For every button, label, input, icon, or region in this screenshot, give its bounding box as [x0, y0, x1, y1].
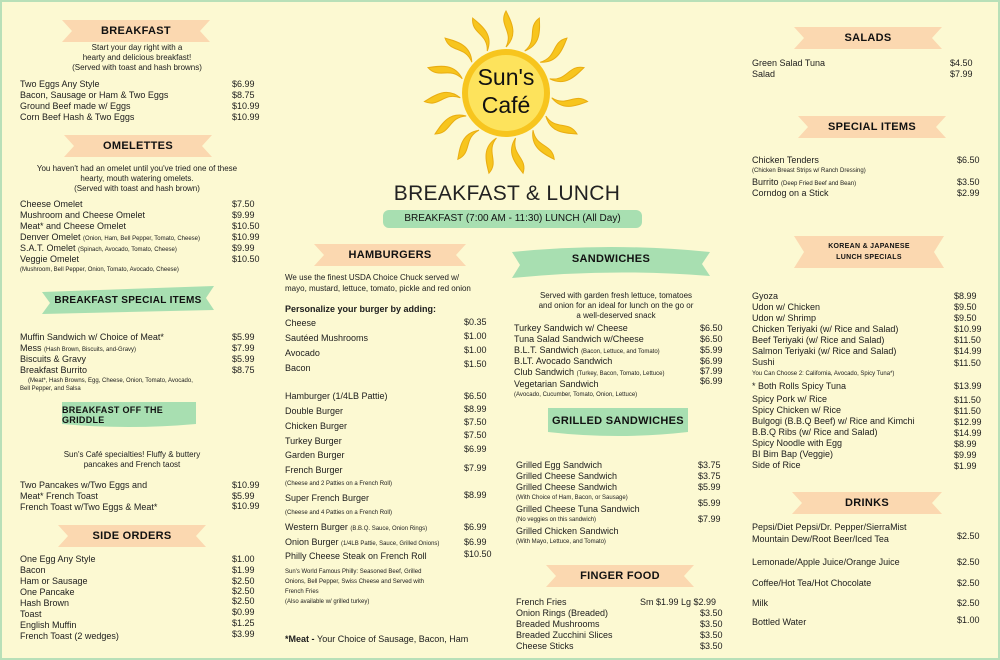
- menu-item: Corndog on a Stick: [752, 188, 829, 198]
- specialitems-title: SPECIAL ITEMS: [827, 121, 917, 133]
- menu-item: Super French Burger: [285, 493, 370, 503]
- menu-item: Green Salad Tuna: [752, 58, 826, 68]
- sandwiches-desc-line: a well-deserved snack: [576, 311, 656, 320]
- menu-price: $3.75: [698, 460, 721, 470]
- personalize-heading: Personalize your burger by adding:: [285, 304, 437, 314]
- menu-price: $1.00: [464, 345, 487, 355]
- menu-price: $12.99: [954, 417, 982, 427]
- menu-item: Onion Rings (Breaded): [516, 608, 609, 618]
- philly-note-line: (Also available w/ grilled turkey): [285, 599, 370, 605]
- sandwiches-desc-line: Served with garden fresh lettuce, tomatoes: [539, 291, 693, 300]
- drinks-banner: [792, 492, 942, 514]
- menu-price: $7.99: [464, 463, 487, 473]
- menu-item: Tuna Salad Sandwich w/Cheese: [514, 334, 644, 344]
- menu-price: $9.50: [954, 302, 977, 312]
- korean-title: [828, 241, 910, 263]
- menu-price: $3.50: [700, 608, 723, 618]
- griddle-desc-line: Sun's Café specialties! Fluffy & buttery: [63, 450, 201, 459]
- specialitems-banner: [798, 116, 946, 138]
- menu-item: One Pancake: [20, 587, 75, 597]
- grilled-title: GRILLED SANDWICHES: [552, 415, 684, 427]
- menu-item: Two Eggs Any Style: [20, 79, 100, 89]
- menu-price: $6.99: [464, 444, 487, 454]
- menu-price: $10.50: [232, 254, 260, 264]
- menu-item: Mess (Hash Brown, Biscuits, and-Gravy): [20, 343, 137, 353]
- sides-title: SIDE ORDERS: [92, 530, 172, 542]
- item-note: (Mushroom, Bell Pepper, Onion, Tomato, Avocado, Cheese): [20, 267, 179, 273]
- menu-price: $9.99: [232, 210, 255, 220]
- menu-item: Grilled Chicken Sandwich: [516, 526, 619, 536]
- menu-item: Double Burger: [285, 406, 344, 416]
- menu-price: $3.75: [698, 471, 721, 481]
- menu-price: $2.50: [232, 596, 255, 606]
- griddle-desc-line: pancakes and French taost: [83, 460, 181, 469]
- menu-item: Spicy Noodle with Egg: [752, 438, 843, 448]
- menu-item: Veggie Omelet: [20, 254, 80, 264]
- menu-price: $0.99: [232, 607, 255, 617]
- menu-price: $7.99: [232, 343, 255, 353]
- hamburgers-desc: [285, 272, 471, 294]
- menu-price: $2.50: [232, 586, 255, 596]
- menu-item: English Muffin: [20, 620, 77, 630]
- menu-price: $5.99: [232, 491, 255, 501]
- menu-price: $1.00: [957, 615, 980, 625]
- sandwiches-desc: [516, 291, 716, 321]
- philly-note: [285, 567, 424, 607]
- menu-item: Turkey Sandwich w/ Cheese: [514, 323, 628, 333]
- item-note: (Cheese and 4 Patties on a French Roll): [285, 510, 393, 516]
- menu-item: Milk: [752, 598, 768, 608]
- menu-item: B.B.Q Ribs (w/ Rice and Salad): [752, 427, 878, 437]
- menu-item: Breakfast Burrito: [20, 365, 88, 375]
- menu-price: $11.50: [954, 406, 981, 416]
- menu-price: $10.50: [232, 221, 260, 231]
- menu-item: Beef Teriyaki (w/ Rice and Salad): [752, 335, 885, 345]
- omelettes-desc-line: You haven't had an omelet until you've tried one of these: [36, 164, 238, 173]
- menu-price: $6.50: [700, 323, 723, 333]
- breakfast-title: BREAKFAST: [101, 25, 171, 37]
- sandwiches-title: SANDWICHES: [571, 253, 651, 265]
- menu-price: $3.50: [700, 619, 723, 629]
- menu-item: Bacon, Sausage or Ham & Two Eggs: [20, 90, 169, 100]
- menu-item: Coffee/Hot Tea/Hot Chocolate: [752, 578, 872, 588]
- menu-price: $2.50: [957, 598, 980, 608]
- special-title: BREAKFAST SPECIAL ITEMS: [54, 294, 202, 306]
- menu-price: $10.99: [232, 232, 260, 242]
- menu-item: Burrito (Deep Fried Beef and Bean): [752, 177, 857, 187]
- menu-item: Biscuits & Gravy: [20, 354, 87, 364]
- menu-price: $3.50: [700, 630, 723, 640]
- menu-price: $14.99: [954, 346, 982, 356]
- menu-item: One Egg Any Style: [20, 554, 96, 564]
- menu-price: $6.99: [232, 79, 255, 89]
- menu-price: $8.99: [954, 439, 977, 449]
- menu-item: Bacon: [285, 363, 311, 373]
- omelettes-banner: [64, 135, 212, 157]
- menu-price: $1.00: [232, 554, 255, 564]
- menu-item: French Toast w/Two Eggs & Meat*: [20, 502, 158, 512]
- sandwiches-desc-line: and onion for an ideal for lunch on the go or: [538, 301, 694, 310]
- menu-item: French Burger: [285, 465, 343, 475]
- menu-item: French Toast (2 wedges): [20, 631, 119, 641]
- menu-price: $7.50: [464, 430, 487, 440]
- menu-item: Turkey Burger: [285, 436, 342, 446]
- menu-price: $2.99: [957, 188, 980, 198]
- menu-item: Pepsi/Diet Pepsi/Dr. Pepper/SierraMist: [752, 522, 907, 532]
- menu-price: $6.50: [464, 391, 487, 401]
- menu-item: Lemonade/Apple Juice/Orange Juice: [752, 557, 900, 567]
- menu-item: Chicken Teriyaki (w/ Rice and Salad): [752, 324, 899, 334]
- menu-price: $5.99: [698, 498, 721, 508]
- breakfast-desc-line: (Served with toast and hash browns): [72, 63, 202, 72]
- menu-item: Mushroom and Cheese Omelet: [20, 210, 146, 220]
- philly-note-line: Sun's World Famous Philly: Seasoned Beef, Grilled: [285, 569, 422, 575]
- menu-price: $13.99: [954, 381, 982, 391]
- omelettes-title: OMELETTES: [103, 140, 173, 152]
- menu-price: $7.99: [698, 514, 721, 524]
- menu-price: $5.99: [700, 345, 723, 355]
- menu-price: Sm $1.99 Lg $2.99: [640, 597, 717, 607]
- menu-item: Onion Burger (1/4LB Pattie, Sauce, Grilled Onions): [285, 537, 440, 547]
- drinks-title: DRINKS: [845, 497, 889, 509]
- hours-badge: [383, 210, 642, 228]
- menu-price: $8.99: [464, 490, 487, 500]
- breakfast-desc: [42, 43, 232, 73]
- menu-price: $3.50: [957, 177, 980, 187]
- menu-price: $3.99: [232, 629, 255, 639]
- meat-note-text: Your Choice of Sausage, Bacon, Ham: [317, 634, 469, 644]
- menu-item: BI Bim Bap (Veggie): [752, 449, 834, 459]
- menu-price: $6.99: [464, 537, 487, 547]
- menu-price: $8.75: [232, 90, 255, 100]
- menu-price: $10.50: [464, 549, 492, 559]
- menu-item: Spicy Chicken w/ Rice: [752, 405, 842, 415]
- griddle-desc: [32, 450, 232, 470]
- menu-item: Grilled Cheese Sandwich: [516, 471, 618, 481]
- menu-price: $8.99: [954, 291, 977, 301]
- menu-item: Breaded Zucchini Slices: [516, 630, 613, 640]
- menu-price: $5.99: [232, 354, 255, 364]
- menu-price: $3.50: [700, 641, 723, 651]
- grilled-banner: [548, 408, 688, 438]
- hamburgers-title: HAMBURGERS: [348, 249, 432, 261]
- logo-line: Sun's: [477, 64, 535, 90]
- philly-note-line: French Fries: [285, 589, 319, 595]
- menu-price: $4.50: [950, 58, 973, 68]
- griddle-title: BREAKFAST OFF THE GRIDDLE: [62, 405, 164, 425]
- meat-note: [285, 634, 468, 644]
- menu-price: $7.99: [700, 366, 723, 376]
- omelettes-desc: [22, 164, 252, 194]
- finger-title: FINGER FOOD: [580, 570, 660, 582]
- finger-banner: [546, 565, 694, 587]
- salads-banner: [794, 27, 942, 49]
- logo-text: [422, 63, 590, 119]
- menu-item: B.LT. Avocado Sandwich: [514, 356, 613, 366]
- sides-banner: [58, 525, 206, 547]
- menu-item: Cheese Sticks: [516, 641, 574, 651]
- menu-price: $11.50: [954, 335, 981, 345]
- menu-price: $0.35: [464, 317, 487, 327]
- menu-price: $11.50: [954, 358, 981, 368]
- menu-item: Salad: [752, 69, 776, 79]
- menu-price: $1.99: [232, 565, 255, 575]
- menu-item: Gyoza: [752, 291, 779, 301]
- menu-item: French Fries: [516, 597, 567, 607]
- menu-item: Meat* and Cheese Omelet: [20, 221, 127, 231]
- omelettes-desc-line: hearty, mouth watering omelets.: [80, 174, 194, 183]
- menu-price: $6.99: [700, 356, 723, 366]
- hamburgers-desc-line: mayo, mustard, lettuce, tomato, pickle and red onion: [285, 284, 471, 293]
- item-note: (Cheese and 2 Patties on a French Roll): [285, 481, 393, 487]
- korean-title-line: LUNCH SPECIALS: [836, 254, 902, 261]
- menu-price: $7.50: [232, 199, 255, 209]
- menu-item: * Both Rolls Spicy Tuna: [752, 381, 847, 391]
- item-note: You Can Choose 2: California, Avocado, Spicy Tuna*): [752, 371, 895, 377]
- menu-price: $8.99: [464, 404, 487, 414]
- menu-price: $14.99: [954, 428, 982, 438]
- menu-item: Bottled Water: [752, 617, 807, 627]
- hours-text: BREAKFAST (7:00 AM - 11:30) LUNCH (All Day): [404, 213, 621, 224]
- menu-item: B.L.T. Sandwich (Bacon, Lettuce, and Tomato): [514, 345, 660, 355]
- hamburgers-banner: [314, 244, 466, 266]
- menu-price: $5.99: [698, 482, 721, 492]
- menu-price: $6.99: [700, 376, 723, 386]
- menu-item: Cheese: [285, 318, 317, 328]
- menu-item: Avocado: [285, 348, 320, 358]
- menu-price: $2.50: [957, 531, 980, 541]
- menu-price: $1.25: [232, 618, 255, 628]
- menu-price: $5.99: [232, 332, 255, 342]
- menu-item: Chicken Tenders: [752, 155, 819, 165]
- item-note: (No veggies on this sandwich): [516, 517, 597, 523]
- sandwiches-banner: [512, 242, 710, 282]
- menu-price: $2.50: [957, 578, 980, 588]
- menu-price: $1.50: [464, 359, 487, 369]
- menu-item: Western Burger (B.B.Q. Sauce, Onion Rings): [285, 522, 428, 532]
- menu-item: Muffin Sandwich w/ Choice of Meat*: [20, 332, 164, 342]
- korean-title-line: KOREAN & JAPANESE: [828, 243, 910, 250]
- logo-line: Café: [481, 92, 531, 118]
- item-note: Bell Pepper, and Salsa: [20, 386, 81, 392]
- menu-item: Ground Beef made w/ Eggs: [20, 101, 131, 111]
- sun-logo: [422, 7, 590, 177]
- menu-item: Chicken Burger: [285, 421, 348, 431]
- menu-item: Meat* French Toast: [20, 491, 98, 501]
- korean-banner: [794, 236, 944, 268]
- menu-item: Sautéed Mushrooms: [285, 333, 369, 343]
- menu-price: $1.00: [464, 331, 487, 341]
- menu-price: $10.99: [232, 501, 260, 511]
- menu-item: Breaded Mushrooms: [516, 619, 600, 629]
- menu-item: Corn Beef Hash & Two Eggs: [20, 112, 135, 122]
- meat-note-label: *Meat -: [285, 634, 318, 644]
- menu-price: $7.50: [464, 417, 487, 427]
- item-note: (Avocado, Cucumber, Tomato, Onion, Lettuce): [514, 392, 638, 398]
- menu-item: Denver Omelet (Onion, Ham, Bell Pepper, Tomato, Cheese): [20, 232, 200, 242]
- special-banner: [42, 286, 214, 314]
- menu-item: Side of Rice: [752, 460, 801, 470]
- breakfast-desc-line: Start your day right with a: [91, 43, 183, 52]
- menu-item: Vegetarian Sandwich: [514, 379, 599, 389]
- menu-item: Mountain Dew/Root Beer/Iced Tea: [752, 534, 889, 544]
- menu-item: Hamburger (1/4LB Pattie): [285, 391, 388, 401]
- menu-price: $10.99: [232, 480, 260, 490]
- menu-item: Bulgogi (B.B.Q Beef) w/ Rice and Kimchi: [752, 416, 915, 426]
- hamburgers-desc-line: We use the finest USDA Choice Chuck served w/: [285, 273, 460, 282]
- menu-item: Sushi: [752, 357, 775, 367]
- menu-price: $6.50: [700, 334, 723, 344]
- menu-item: Bacon: [20, 565, 46, 575]
- menu-item: Grilled Cheese Tuna Sandwich: [516, 504, 640, 514]
- menu-item: Udon w/ Shrimp: [752, 313, 817, 323]
- item-note: (Chicken Breast Strips w/ Ranch Dressing): [752, 168, 866, 174]
- menu-item: Two Pancakes w/Two Eggs and: [20, 480, 148, 490]
- menu-price: $1.99: [954, 461, 977, 471]
- menu-item: Grilled Egg Sandwich: [516, 460, 603, 470]
- menu-item: Ham or Sausage: [20, 576, 88, 586]
- menu-price: $7.99: [950, 69, 973, 79]
- menu-price: $11.50: [954, 395, 981, 405]
- omelettes-desc-line: (Served with toast and hash brown): [74, 184, 200, 193]
- menu-price: $9.99: [232, 243, 255, 253]
- breakfast-banner: [62, 20, 210, 42]
- menu-item: Grilled Cheese Sandwich: [516, 482, 618, 492]
- griddle-banner: [62, 402, 196, 428]
- menu-item: S.A.T. Omelet (Spinach, Avocado, Tomato, Cheese): [20, 243, 177, 253]
- item-note: (With Mayo, Lettuce, and Tomato): [516, 539, 606, 545]
- menu-item: Cheese Omelet: [20, 199, 83, 209]
- menu-price: $6.50: [957, 155, 980, 165]
- salads-title: SALADS: [844, 32, 892, 44]
- menu-price: $10.99: [232, 101, 260, 111]
- menu-item: Garden Burger: [285, 450, 345, 460]
- menu-item: Toast: [20, 609, 42, 619]
- menu-price: $10.99: [232, 112, 260, 122]
- menu-price: $8.75: [232, 365, 255, 375]
- menu-item: Udon w/ Chicken: [752, 302, 821, 312]
- menu-price: $9.50: [954, 313, 977, 323]
- menu-price: $2.50: [957, 557, 980, 567]
- menu-item: Spicy Pork w/ Rice: [752, 394, 828, 404]
- menu-price: $9.99: [954, 450, 977, 460]
- item-note: (With Choice of Ham, Bacon, or Sausage): [516, 495, 628, 501]
- page-title: BREAKFAST & LUNCH: [393, 182, 621, 205]
- menu-item: Club Sandwich (Turkey, Bacon, Tomato, Lettuce): [514, 367, 665, 377]
- menu-price: $2.50: [232, 576, 255, 586]
- breakfast-desc-line: hearty and delicious breakfast!: [82, 53, 192, 62]
- menu-price: $6.99: [464, 522, 487, 532]
- menu-price: $10.99: [954, 324, 982, 334]
- item-note: (Meat*, Hash Browns, Egg, Cheese, Onion, Tomato, Avocado,: [28, 378, 193, 384]
- philly-note-line: Onions, Bell Pepper, Swiss Cheese and Served with: [285, 579, 425, 585]
- menu-item: Hash Brown: [20, 598, 70, 608]
- menu-item: Salmon Teriyaki (w/ Rice and Salad): [752, 346, 897, 356]
- menu-item: Philly Cheese Steak on French Roll: [285, 551, 427, 561]
